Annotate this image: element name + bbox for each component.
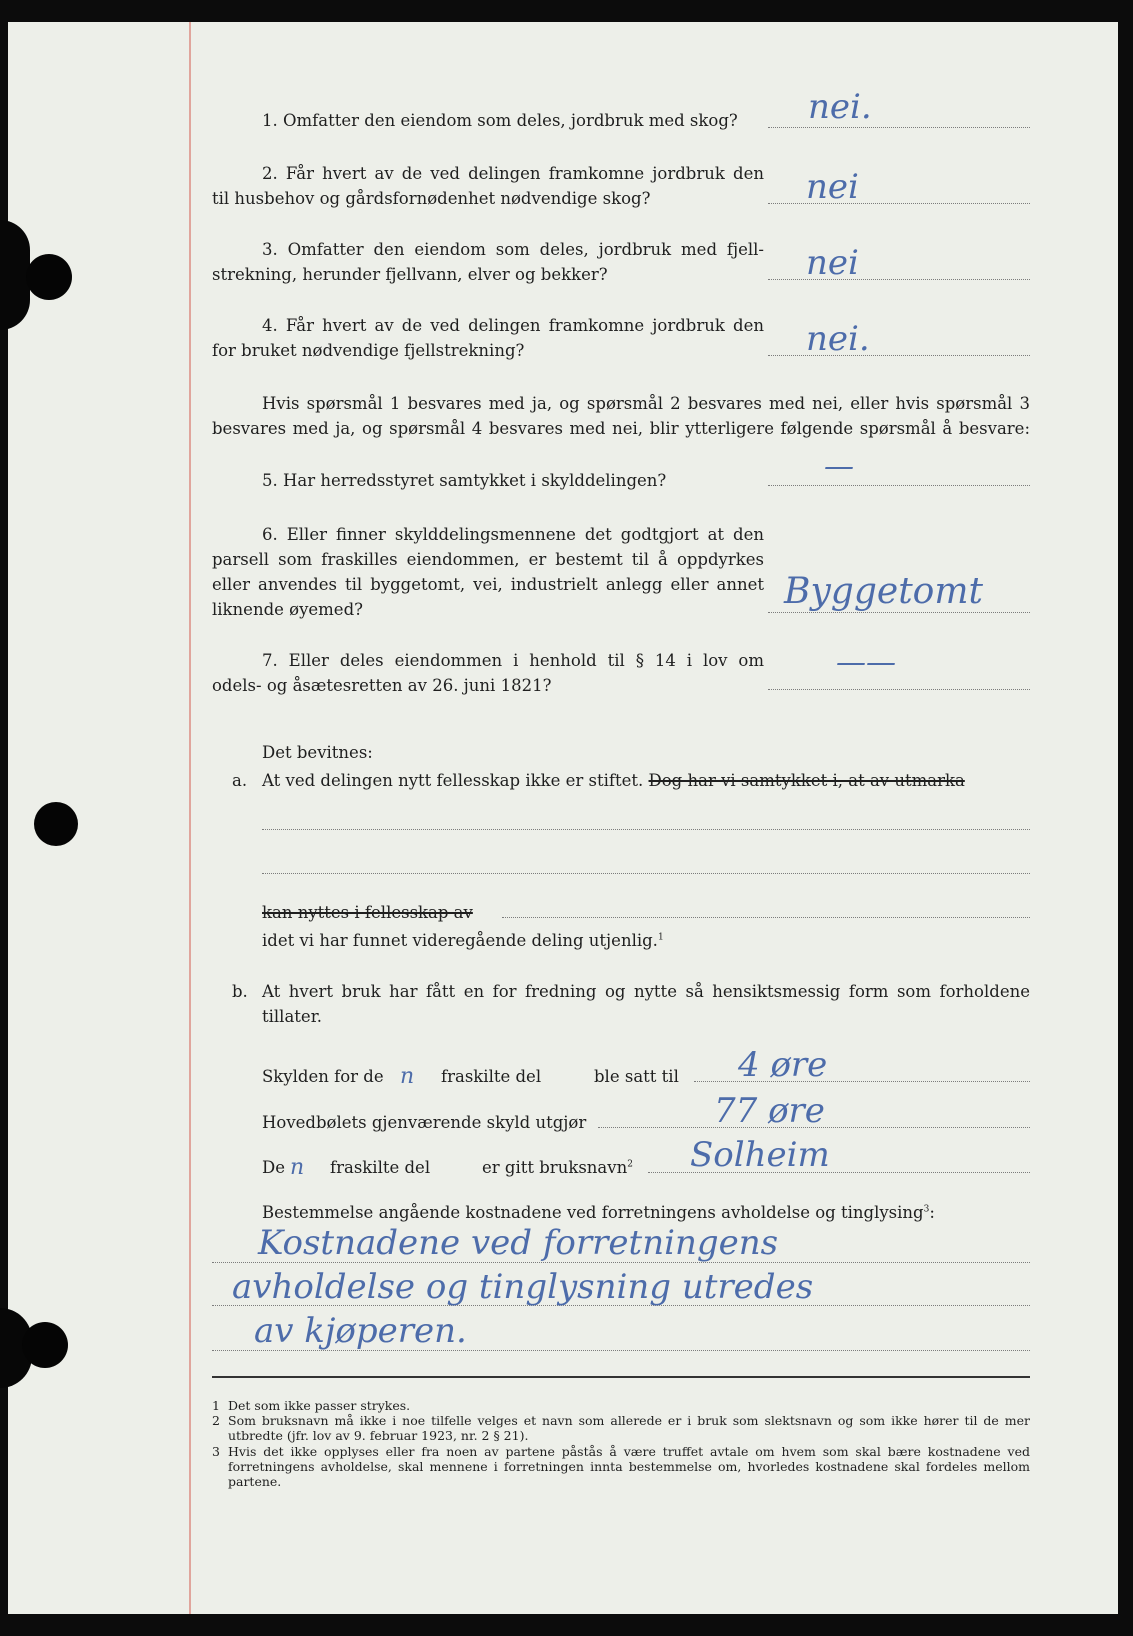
skyld-row-3-hw: n	[290, 1155, 305, 1180]
skyld-row-1-hw: n	[400, 1064, 415, 1089]
footnote-1	[212, 1398, 1030, 1413]
footnote-ref-2: 2	[627, 1159, 633, 1170]
attest-b-line-2: tillater.	[262, 1007, 323, 1026]
question-6-line-3: eller anvendes til byggetomt, vei, industrielt anlegg eller annet	[212, 575, 764, 594]
answer-1-handwritten: nei.	[808, 87, 872, 127]
attest-a-text	[262, 768, 965, 793]
skyld-row-3-part-3-text: er gitt bruksnavn	[482, 1158, 628, 1177]
attest-heading: Det bevitnes:	[262, 743, 373, 762]
skyld-row-3-part-3	[482, 1155, 633, 1180]
question-4-line-2: for bruket nødvendige fjellstrekning?	[212, 341, 525, 360]
footnote-ref-3: 3	[923, 1204, 930, 1215]
footnote-3-num: 3	[212, 1444, 220, 1459]
footnote-1-text: Det som ikke passer strykes.	[227, 1398, 411, 1413]
punch-hole-bottom	[22, 1322, 68, 1368]
skyld-row-1-part-1: Skylden for de	[262, 1067, 384, 1086]
footnote-ref-1: 1	[657, 932, 664, 943]
attest-a-line-3	[262, 928, 664, 953]
footnote-3-text: Hvis det ikke opplyses eller fra noen av partene påstås å være truffet avtale om hvem som skal bære kostnadene ved forretningens avholdelse, skal mennene i forretningen innta bestemmelse om, hvorledes kostnadene skal fordeles mellom partene.	[228, 1444, 1030, 1489]
costs-handwritten-3: av kjøperen.	[254, 1311, 467, 1351]
skyld-row-2-answer: 77 øre	[714, 1091, 825, 1131]
footnote-1-num: 1	[212, 1398, 220, 1413]
footnote-2	[212, 1413, 1030, 1443]
attest-a-label: a.	[232, 771, 248, 790]
attest-b-line-1: At hvert bruk har fått en for fredning og nytte så hensiktsmessig form som forholdene	[262, 982, 1030, 1001]
skyld-row-1-part-3: ble satt til	[594, 1067, 679, 1086]
attest-b-label: b.	[232, 982, 248, 1001]
attest-a-blank-line-3	[502, 917, 1030, 918]
punch-hole-middle	[34, 802, 78, 846]
costs-handwritten-1: Kostnadene ved forretningens	[258, 1223, 779, 1263]
question-1: 1. Omfatter den eiendom som deles, jordbruk med skog?	[262, 111, 738, 130]
skyld-row-3-answer: Solheim	[690, 1135, 830, 1175]
conditional-line-2: besvares med ja, og spørsmål 4 besvares med nei, blir ytterligere følgende spørsmål å besvare:	[212, 419, 1030, 438]
answer-line-1	[768, 127, 1030, 128]
question-7-line-2: odels- og åsætesretten av 26. juni 1821?	[212, 676, 552, 695]
skyld-row-1-part-2: fraskilte del	[441, 1067, 542, 1086]
attest-a-struck-2: kan nyttes i fellesskap av	[262, 903, 473, 922]
question-4-line-1: 4. Får hvert av de ved delingen framkomne jordbruk den	[262, 316, 764, 335]
attest-a-struck: Dog har vi samtykket i, at av utmarka	[648, 771, 965, 790]
question-6-line-4: liknende øyemed?	[212, 600, 363, 619]
question-7-line-1: 7. Eller deles eiendommen i henhold til § 14 i lov om	[262, 651, 764, 670]
answer-line-7	[768, 689, 1030, 690]
question-6-line-1: 6. Eller finner skylddelingsmennene det godtgjort at den	[262, 525, 764, 544]
answer-3-handwritten: nei	[806, 243, 859, 283]
question-3-line-2: strekning, herunder fjellvann, elver og bekker?	[212, 265, 608, 284]
question-3-line-1: 3. Omfatter den eiendom som deles, jordbruk med fjell-	[262, 240, 764, 259]
margin-rule	[189, 22, 191, 1614]
question-5: 5. Har herredsstyret samtykket i skylddelingen?	[262, 471, 667, 490]
punch-hole-top	[26, 254, 72, 300]
question-2-line-2: til husbehov og gårdsfornødenhet nødvendige skog?	[212, 189, 651, 208]
skyld-row-2-label: Hovedbølets gjenværende skyld utgjør	[262, 1113, 587, 1132]
answer-4-handwritten: nei.	[806, 319, 870, 359]
attest-a-blank-line-1	[262, 829, 1030, 830]
conditional-line-1: Hvis spørsmål 1 besvares med ja, og spørsmål 2 besvares med nei, eller hvis spørsmål 3	[262, 394, 1030, 413]
question-2-line-1: 2. Får hvert av de ved delingen framkomne jordbruk den	[262, 164, 764, 183]
costs-handwritten-2: avholdelse og tinglysning utredes	[232, 1267, 814, 1307]
skyld-row-1-answer: 4 øre	[738, 1045, 828, 1085]
footnote-2-num: 2	[212, 1413, 220, 1428]
answer-7-handwritten: ——	[836, 645, 896, 680]
answer-5-handwritten: —	[824, 449, 854, 484]
answer-2-handwritten: nei	[806, 167, 859, 207]
answer-line-6	[768, 612, 1030, 613]
skyld-row-3-part-1: De	[262, 1158, 285, 1177]
answer-6-handwritten: Byggetomt	[784, 571, 983, 612]
costs-label-text: Bestemmelse angående kostnadene ved forretningens avholdelse og tinglysing	[262, 1203, 924, 1222]
costs-label: Bestemmelse angående kostnadene ved forretningens avholdelse og tinglysing$^3$:	[262, 1203, 935, 1222]
answer-line-5	[768, 485, 1030, 486]
footnote-2-text: Som bruksnavn må ikke i noe tilfelle velges et navn som allerede er i bruk som slektsnavn og som ikke hører til de mer utbredte (jfr. lov av 9. februar 1923, nr. 2 § 21).	[228, 1413, 1030, 1443]
skyld-row-3-part-2: fraskilte del	[330, 1158, 431, 1177]
attest-a-blank-line-2	[262, 873, 1030, 874]
footnote-3	[212, 1444, 1030, 1489]
attest-a-line-3-text: idet vi har funnet videregående deling utjenlig.	[262, 931, 658, 950]
attest-a-main: At ved delingen nytt fellesskap ikke er stiftet.	[262, 771, 644, 790]
question-6-line-2: parsell som fraskilles eiendommen, er bestemt til å oppdyrkes	[212, 550, 764, 569]
footnote-divider	[212, 1376, 1030, 1378]
